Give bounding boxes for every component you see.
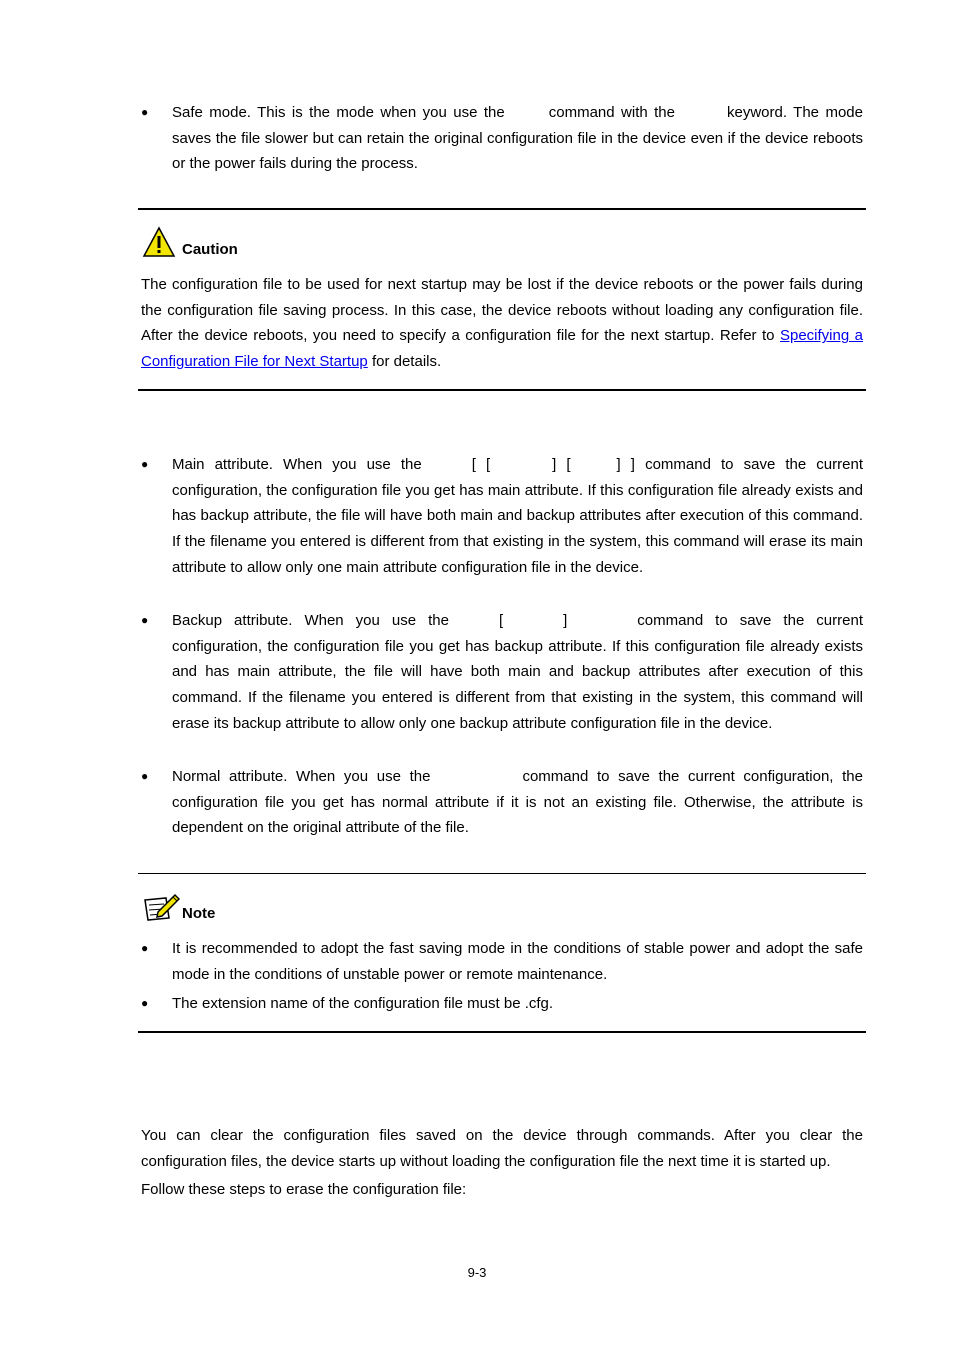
note-bottom-rule [138, 1031, 866, 1033]
backup-attr-text-1: Backup attribute. When you use the [172, 612, 449, 629]
main-attr-text-2: command to save the current configuration, the configuration file you get has main attribute. If this configuration file already exists and has backup attribute, the file will have both main and backup attributes after execution of this command. If the filename you entered is different from that existing in the system, this command will erase its main attribute to allow only one main attribute configuration file in the device. [172, 456, 863, 576]
backup-attr-bracket-2: ] [563, 612, 568, 629]
main-attr-bracket-3: ] ] [616, 456, 635, 473]
erase-steps-intro: Follow these steps to erase the configuration file: [141, 1181, 467, 1198]
safe-mode-text-3: keyword. The mode saves the file slower but can retain the original configuration file in the device even if the device reboots or the power fails during the process. [172, 104, 863, 173]
bullet-dot: ● [141, 457, 149, 471]
page-number: 9-3 [467, 1265, 487, 1280]
note-title: Note [182, 905, 216, 922]
bullet-dot: ● [141, 613, 149, 627]
safe-mode-text-1: Safe mode. This is the mode when you use the [172, 104, 505, 121]
normal-attr-text-2: command to save the current configuration, the configuration file you get has normal attribute if it is not an existing file. Otherwise, the attribute is dependent on the original attribute of the file. [172, 768, 863, 837]
caution-bottom-rule [138, 389, 866, 391]
backup-attr-bracket-1: [ [498, 612, 504, 629]
caution-text: The configuration file to be used for next startup may be lost if the device reboots or the power fails during the configuration file saving process. In this case, the device reboots without loading any configuration file. After the device reboots, you need to specify a configuration file for the next startup. Refer to [141, 276, 863, 345]
backup-attribute-bullet [172, 608, 863, 737]
bullet-dot: ● [141, 996, 149, 1010]
bullet-dot: ● [141, 769, 149, 783]
caution-title: Caution [182, 241, 238, 258]
main-attr-bracket-2: ] [ [552, 456, 571, 473]
safe-mode-bullet [172, 100, 863, 177]
main-attribute-bullet [172, 452, 863, 581]
caution-body [141, 272, 863, 375]
normal-attr-text-1: Normal attribute. When you use the [172, 768, 431, 785]
caution-text-end: for details. [371, 353, 442, 371]
note-item-1: It is recommended to adopt the fast saving mode in the conditions of stable power and adopt the safe mode in the conditions of unstable power or remote maintenance. [172, 940, 863, 983]
main-attr-text-1: Main attribute. When you use the [172, 456, 422, 473]
startup-config-link[interactable]: Specifying a Configuration File for Next Startup [141, 327, 863, 371]
note-item-2: The extension name of the configuration file must be .cfg. [172, 995, 554, 1012]
note-pencil-icon [142, 892, 180, 922]
backup-attr-text-2: command to save the current configuration, the configuration file you get has backup attribute. If this configuration file already exists and has main attribute, the file will have both main and backup attributes after execution of this command. If the filename you entered is different from that existing in the system, this command will erase its backup attribute to allow only one backup attribute configuration file in the device. [172, 612, 863, 732]
erase-paragraph: You can clear the configuration files saved on the device through commands. After you clear the configuration files, the device starts up without loading the configuration file the next time it is started up. [141, 1127, 863, 1170]
bullet-dot: ● [141, 105, 149, 119]
bullet-dot: ● [141, 941, 149, 955]
note-top-rule [138, 873, 866, 874]
main-attr-bracket-1: [ [ [471, 456, 491, 473]
safe-mode-text-2: command with the [548, 104, 675, 121]
caution-warning-icon [142, 226, 176, 258]
caution-top-rule [138, 208, 866, 210]
normal-attribute-bullet [172, 764, 863, 841]
